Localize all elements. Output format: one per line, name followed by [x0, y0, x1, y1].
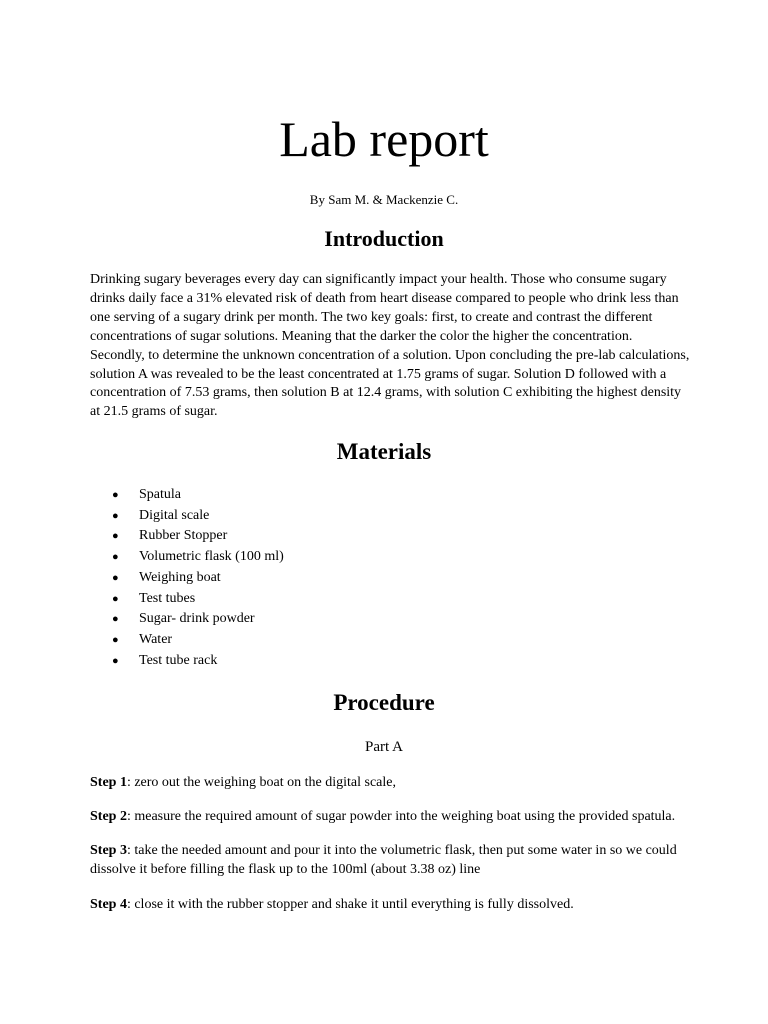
material-label: Spatula: [139, 487, 181, 502]
bullet-icon: ●: [112, 571, 119, 584]
step-label: Step 3: [90, 843, 127, 858]
material-label: Test tube rack: [139, 652, 218, 668]
procedure-step: [90, 896, 690, 915]
step-text: : measure the required amount of sugar powder into the weighing boat using the provided spatula.: [126, 809, 676, 824]
bullet-icon: ●: [112, 654, 119, 667]
material-label: Digital scale: [139, 507, 210, 523]
list-item: [90, 506, 284, 527]
bullet-icon: ●: [112, 489, 119, 501]
materials-list: [90, 485, 284, 671]
introduction-heading: Introduction: [324, 226, 444, 251]
material-label: Weighing boat: [139, 569, 221, 585]
bullet-icon: ●: [112, 551, 119, 564]
procedure-heading: Procedure: [333, 690, 435, 715]
material-label: Volumetric flask (100 ml): [139, 549, 284, 565]
bullet-icon: ●: [112, 633, 119, 646]
bullet-icon: ●: [112, 530, 119, 543]
step-label: Step 4: [90, 897, 127, 912]
list-item: [90, 547, 284, 568]
part-a-label: Part A: [365, 739, 403, 755]
bullet-icon: ●: [112, 509, 119, 522]
list-item: [90, 485, 284, 506]
material-label: Water: [139, 631, 173, 647]
list-item: [90, 568, 284, 589]
material-label: Test tubes: [139, 590, 196, 606]
list-item: [90, 589, 284, 610]
procedure-step: [90, 774, 690, 793]
introduction-paragraph: Drinking sugary beverages every day can significantly impact your health. Those who consume sugary drinks daily face a 31% elevated risk of death from heart disease compared to people who drink less than one serving of a sugary drink per month. The two key goals: first, to create and contrast the different concentrations of sugar solutions. Meaning that the darker the color the higher the concentration. Secondly, to determine the unknown concentration of a solution. Upon concluding the pre-lab calculations, solution A was revealed to be the least concentrated at 1.75 grams of sugar. Solution D followed with a concentration of 7.53 grams, then solution B at 12.4 grams, with solution C exhibiting the highest density at 21.5 grams of sugar.: [90, 272, 690, 420]
material-label: Sugar- drink powder: [139, 611, 255, 627]
step-label: Step 1: [90, 775, 127, 790]
document-title: Lab report: [279, 111, 489, 167]
list-item: [90, 630, 284, 651]
materials-heading: Materials: [336, 439, 432, 464]
step-text: : zero out the weighing boat on the digital scale,: [126, 775, 396, 790]
author-byline: By Sam M. & Mackenzie C.: [309, 192, 459, 207]
bullet-icon: ●: [112, 592, 119, 605]
procedure-step: [90, 808, 690, 827]
list-item: [90, 651, 284, 672]
procedure-step: [90, 842, 690, 879]
bullet-icon: ●: [112, 613, 119, 626]
list-item: [90, 526, 284, 547]
step-label: Step 2: [90, 809, 127, 824]
step-text: : close it with the rubber stopper and shake it until everything is fully dissolved.: [126, 897, 574, 912]
material-label: Rubber Stopper: [139, 528, 228, 544]
step-text: : take the needed amount and pour it into the volumetric flask, then put some water in so we could dissolve it before filling the flask up to the 100ml (about 3.38 oz) line: [90, 843, 677, 877]
list-item: [90, 609, 284, 630]
